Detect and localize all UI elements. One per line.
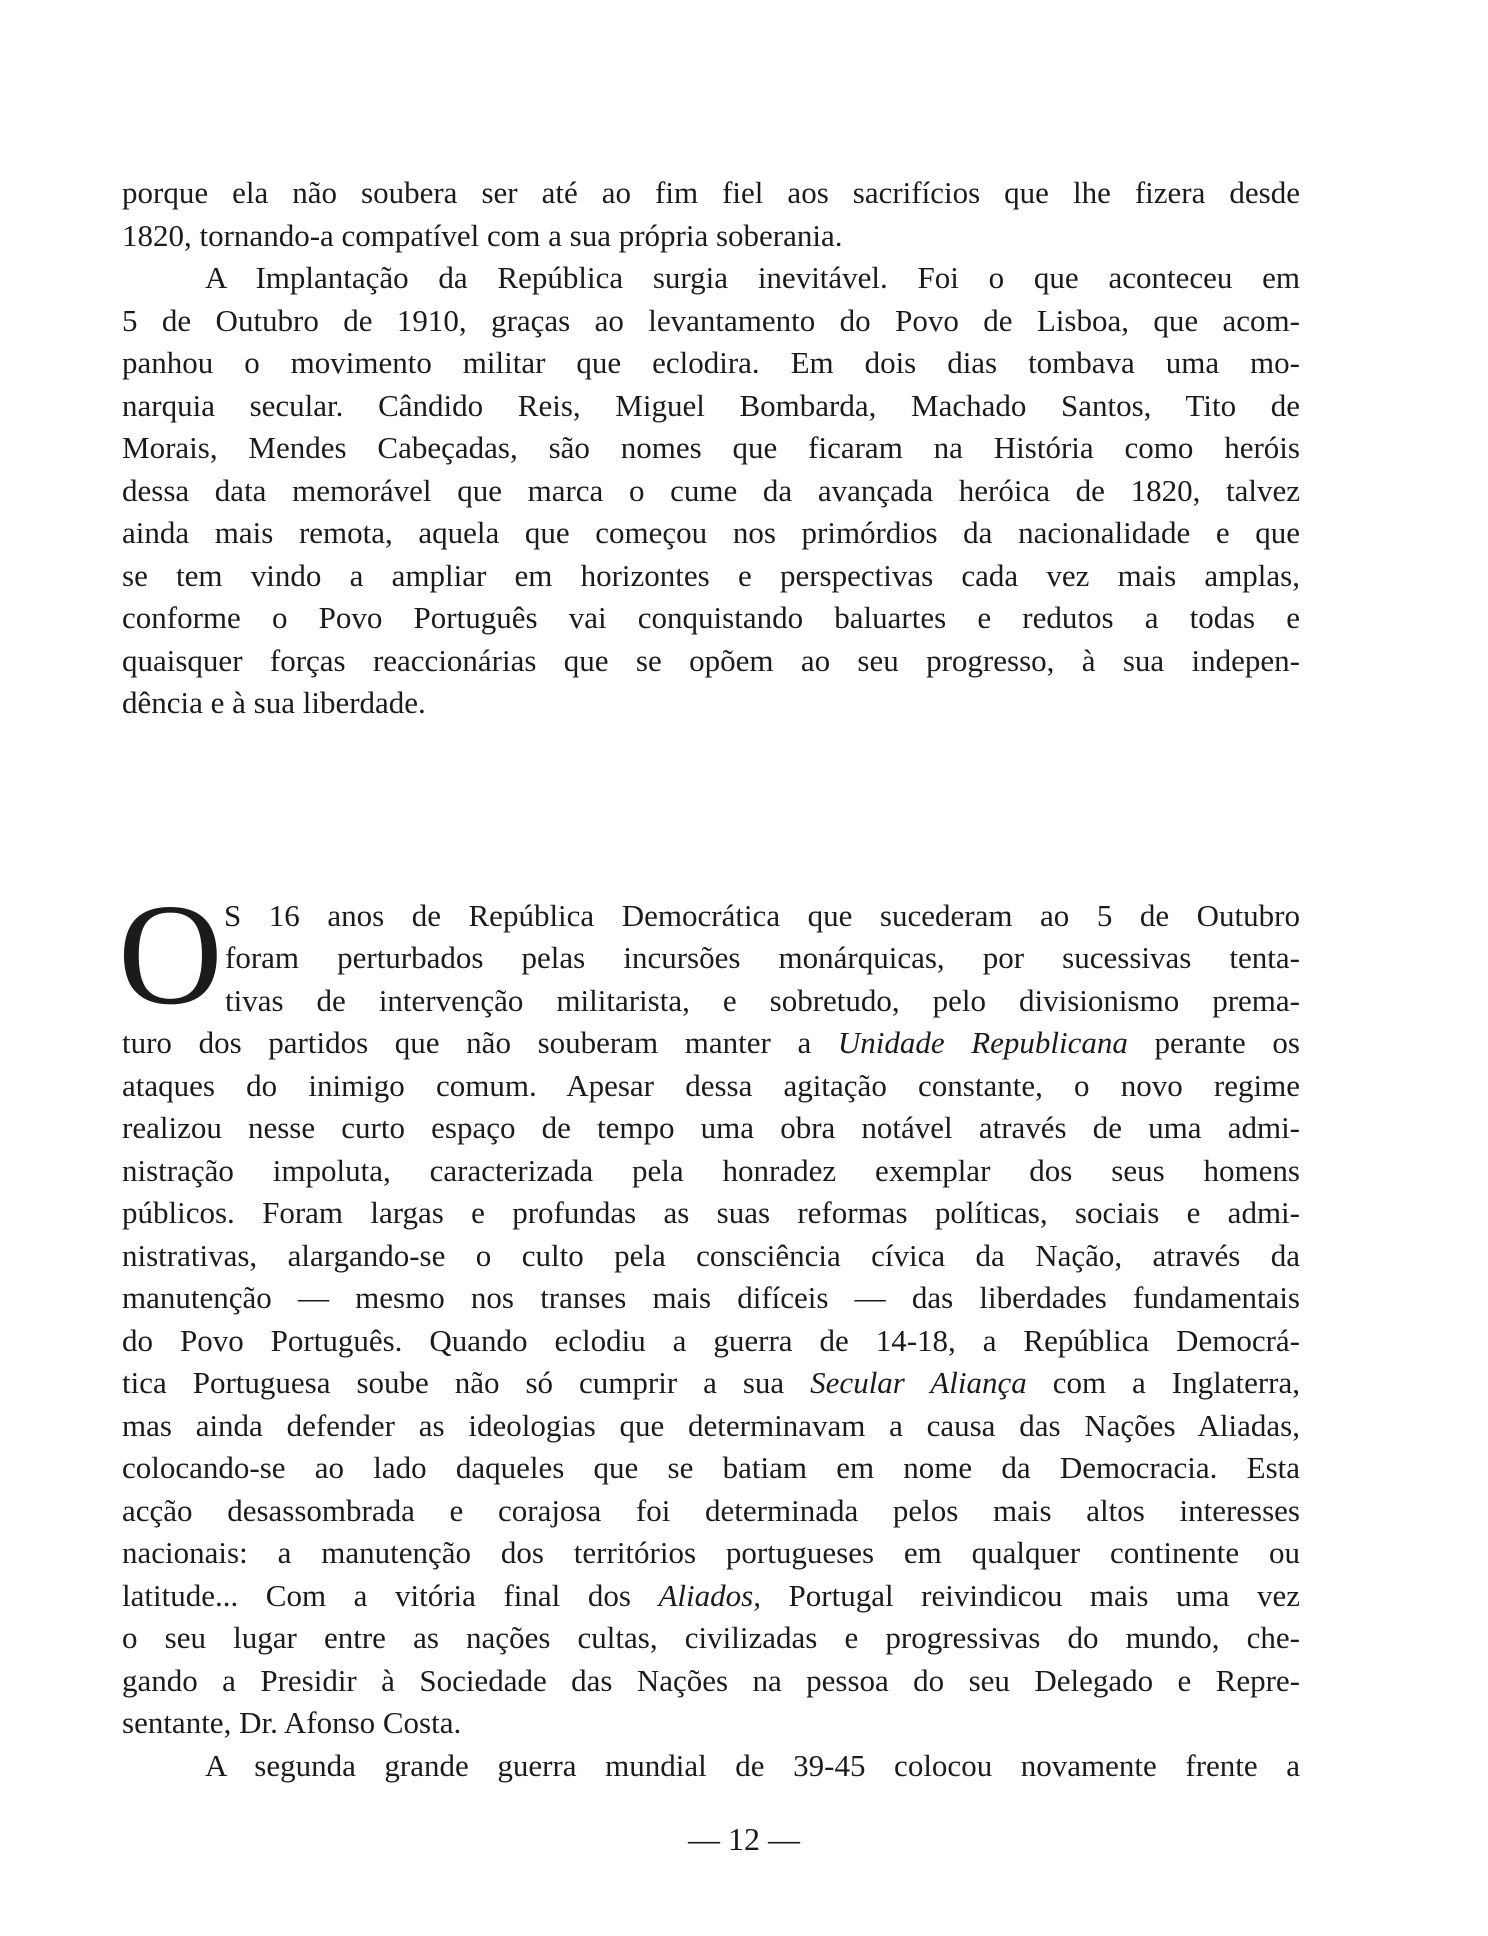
- text-line: ataques do inimigo comum. Apesar dessa agitação constante, o novo regime: [122, 1068, 1300, 1103]
- text-line: [122, 1021, 1300, 1064]
- italic-phrase: Unidade Republicana: [837, 1025, 1128, 1060]
- text-line: manutenção — mesmo nos transes mais difíceis — das liberdades fundamentais: [122, 1280, 1300, 1315]
- text-run: com a Inglaterra,: [1026, 1365, 1300, 1400]
- drop-cap: O: [118, 875, 223, 1035]
- text-line: foram perturbados pelas incursões monárquicas, por sucessivas tenta-: [225, 940, 1300, 975]
- text-line: conforme o Povo Português vai conquistando baluartes e redutos a todas e: [122, 600, 1300, 635]
- text-run: turo dos partidos que não souberam manter a: [122, 1025, 838, 1060]
- page-number: — 12 —: [688, 1821, 800, 1857]
- text-line: ainda mais remota, aquela que começou nos primórdios da nacionalidade e que: [122, 515, 1300, 550]
- text-line: porque ela não soubera ser até ao fim fiel aos sacrifícios que lhe fizera desde: [122, 175, 1300, 210]
- text-line: dência e à sua liberdade.: [122, 685, 426, 720]
- text-line: tivas de intervenção militarista, e sobretudo, pelo divisionismo prema-: [225, 983, 1300, 1018]
- text-line: [122, 1574, 1300, 1617]
- text-run: tica Portuguesa soube não só cumprir a sua: [122, 1365, 811, 1400]
- text-line: acção desassombrada e corajosa foi determinada pelos mais altos interesses: [122, 1493, 1300, 1528]
- paragraph-first-line: A segunda grande guerra mundial de 39-45 colocou novamente frente a: [205, 1748, 1300, 1783]
- text-line: colocando-se ao lado daqueles que se batiam em nome da Democracia. Esta: [122, 1450, 1300, 1485]
- text-line: 5 de Outubro de 1910, graças ao levantamento do Povo de Lisboa, que acom-: [122, 303, 1300, 338]
- italic-phrase: Aliados,: [658, 1578, 761, 1613]
- text-run: latitude... Com a vitória final dos: [122, 1578, 659, 1613]
- text-line: S 16 anos de República Democrática que sucederam ao 5 de Outubro: [224, 898, 1300, 933]
- text-run: perante os: [1127, 1025, 1300, 1060]
- text-line: nacionais: a manutenção dos territórios portugueses em qualquer continente ou: [122, 1535, 1300, 1570]
- text-line: públicos. Foram largas e profundas as suas reformas políticas, sociais e admi-: [122, 1195, 1300, 1230]
- text-line: Morais, Mendes Cabeçadas, são nomes que ficaram na História como heróis: [122, 430, 1300, 465]
- text-line: sentante, Dr. Afonso Costa.: [122, 1705, 462, 1740]
- text-line: se tem vindo a ampliar em horizontes e perspectivas cada vez mais amplas,: [122, 558, 1300, 593]
- text-line: narquia secular. Cândido Reis, Miguel Bombarda, Machado Santos, Tito de: [122, 388, 1300, 423]
- text-line: realizou nesse curto espaço de tempo uma obra notável através de uma admi-: [122, 1110, 1300, 1145]
- text-line: [122, 1361, 1300, 1404]
- text-line: dessa data memorável que marca o cume da avançada heróica de 1820, talvez: [122, 473, 1300, 508]
- text-run: Portugal reivindicou mais uma vez: [760, 1578, 1301, 1613]
- text-line: 1820, tornando-a compatível com a sua própria soberania.: [122, 218, 843, 253]
- text-line: panhou o movimento militar que eclodira. Em dois dias tombava uma mo-: [122, 345, 1300, 380]
- paragraph-first-line: A Implantação da República surgia inevitável. Foi o que aconteceu em: [205, 260, 1300, 295]
- text-line: do Povo Português. Quando eclodiu a guerra de 14-18, a República Democrá-: [122, 1323, 1300, 1358]
- text-line: mas ainda defender as ideologias que determinavam a causa das Nações Aliadas,: [122, 1408, 1300, 1443]
- text-line: o seu lugar entre as nações cultas, civilizadas e progressivas do mundo, che-: [122, 1620, 1300, 1655]
- italic-phrase: Secular Aliança: [810, 1365, 1027, 1400]
- text-line: quaisquer forças reaccionárias que se opõem ao seu progresso, à sua indepen-: [122, 643, 1300, 678]
- text-line: gando a Presidir à Sociedade das Nações na pessoa do seu Delegado e Repre-: [122, 1663, 1300, 1698]
- text-line: nistrativas, alargando-se o culto pela consciência cívica da Nação, através da: [122, 1238, 1300, 1273]
- text-line: nistração impoluta, caracterizada pela honradez exemplar dos seus homens: [122, 1153, 1300, 1188]
